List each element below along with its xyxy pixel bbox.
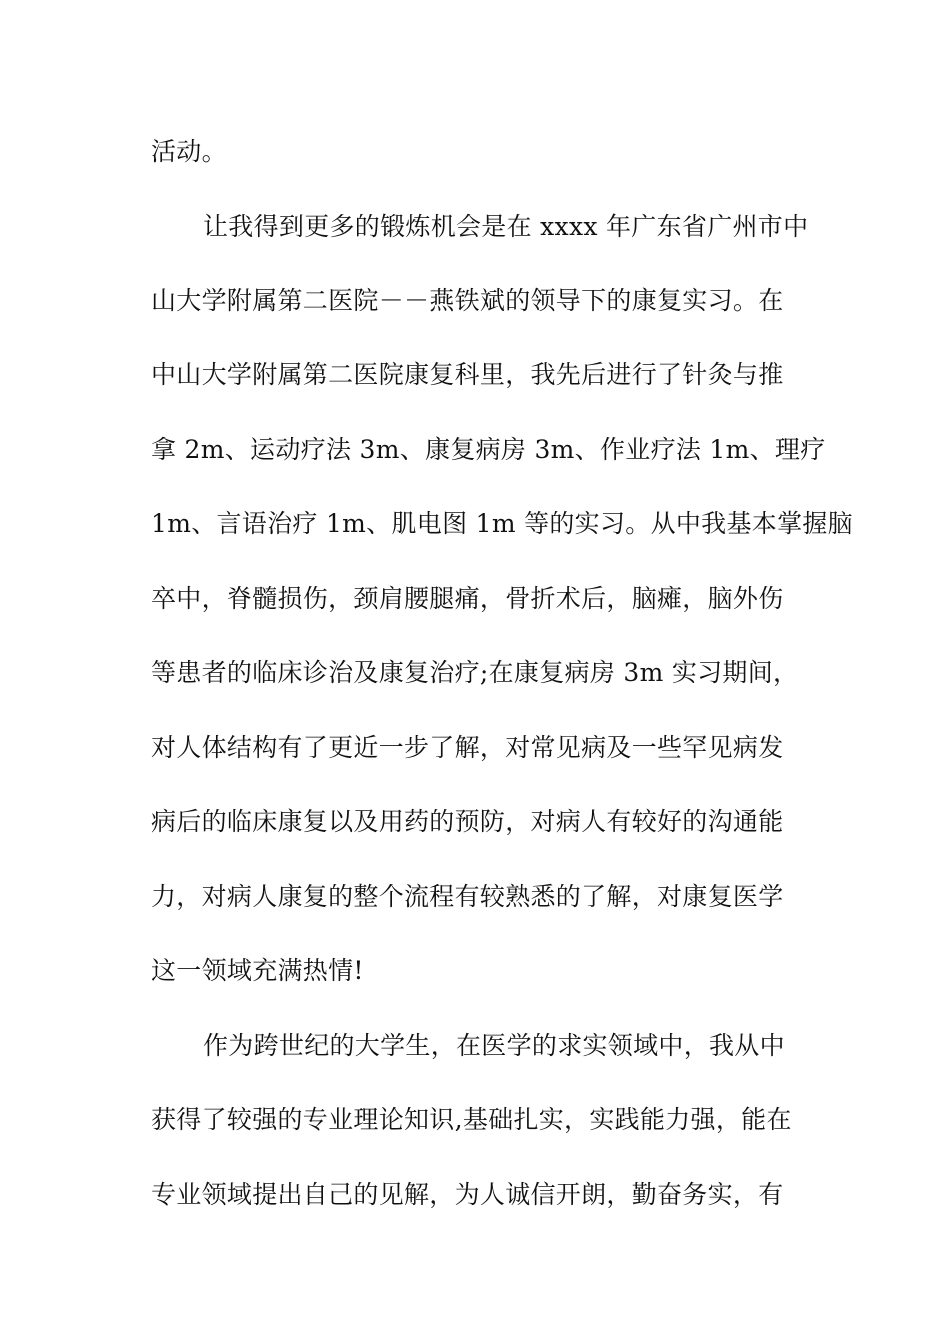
text-line: 这一领域充满热情! xyxy=(151,956,364,985)
text-line: 对人体结构有了更近一步了解，对常见病及一些罕见病发 xyxy=(151,733,784,762)
text-line: 力，对病人康复的整个流程有较熟悉的了解，对康复医学 xyxy=(151,882,784,911)
text-line: 1m、言语治疗 1m、肌电图 1m 等的实习。从中我基本掌握脑 xyxy=(151,509,853,538)
paragraph-first-line: 让我得到更多的锻炼机会是在 xxxx 年广东省广州市中 xyxy=(203,212,809,241)
text-line: 等患者的临床诊治及康复治疗;在康复病房 3m 实习期间， xyxy=(151,658,799,687)
text-line: 山大学附属第二医院－－燕铁斌的领导下的康复实习。在 xyxy=(151,286,784,315)
text-line: 中山大学附属第二医院康复科里，我先后进行了针灸与推 xyxy=(151,360,784,389)
text-line: 病后的临床康复以及用药的预防，对病人有较好的沟通能 xyxy=(151,807,784,836)
text-line: 卒中，脊髓损伤，颈肩腰腿痛，骨折术后，脑瘫，脑外伤 xyxy=(151,584,784,613)
text-line: 专业领域提出自己的见解，为人诚信开朗，勤奋务实，有 xyxy=(151,1180,784,1209)
text-line: 拿 2m、运动疗法 3m、康复病房 3m、作业疗法 1m、理疗 xyxy=(151,435,826,464)
text-line: 活动。 xyxy=(151,137,227,166)
paragraph-first-line: 作为跨世纪的大学生，在医学的求实领域中，我从中 xyxy=(203,1031,785,1060)
text-line: 获得了较强的专业理论知识,基础扎实，实践能力强，能在 xyxy=(151,1105,792,1134)
